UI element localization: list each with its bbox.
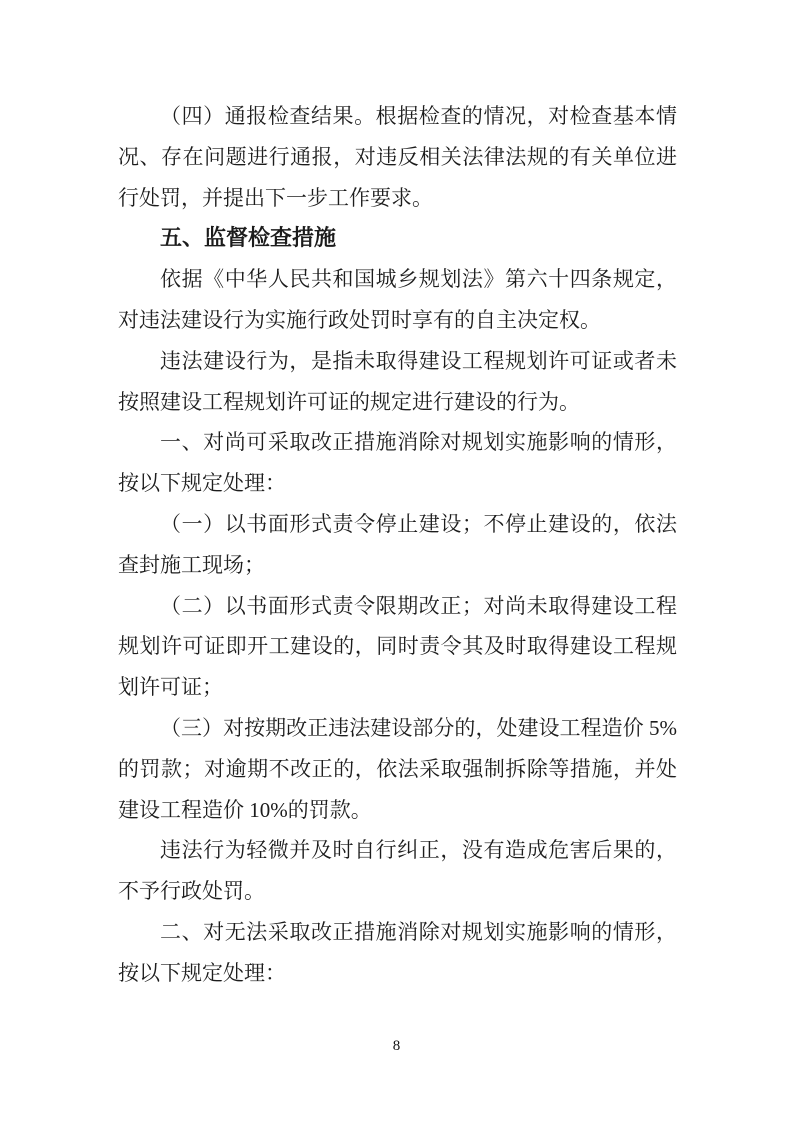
body-text-line: 二、对无法采取改正措施消除对规划实施影响的情形， — [160, 919, 677, 944]
body-text-line: （一）以书面形式责令停止建设；不停止建设的，依法 — [160, 511, 677, 536]
body-text-line: 行处罚，并提出下一步工作要求。 — [118, 185, 433, 210]
body-text-line: 对违法建设行为实施行政处罚时享有的自主决定权。 — [118, 307, 601, 332]
body-text-line: 一、对尚可采取改正措施消除对规划实施影响的情形， — [160, 430, 677, 455]
body-text-line: 划许可证； — [118, 675, 223, 700]
body-text-line: 的罚款；对逾期不改正的，依法采取强制拆除等措施，并处 — [118, 756, 677, 781]
body-text-line: 规划许可证即开工建设的，同时责令其及时取得建设工程规 — [118, 634, 677, 659]
body-text-line: 查封施工现场； — [118, 552, 265, 577]
body-text-line: 按以下规定处理： — [118, 471, 286, 496]
body-text-line: 违法行为轻微并及时自行纠正，没有造成危害后果的， — [160, 838, 677, 863]
section-heading-line: 五、监督检查措施 — [160, 225, 337, 251]
body-text-line: 依据《中华人民共和国城乡规划法》第六十四条规定， — [160, 267, 677, 292]
page-number: 8 — [392, 1038, 401, 1054]
body-text-line: （二）以书面形式责令限期改正；对尚未取得建设工程 — [160, 593, 677, 618]
body-text-line: （四）通报检查结果。根据检查的情况，对检查基本情 — [160, 104, 677, 128]
body-text-line: 按以下规定处理： — [118, 960, 286, 985]
body-text-line: 不予行政处罚。 — [118, 879, 265, 904]
body-text-line: 违法建设行为，是指未取得建设工程规划许可证或者未 — [160, 348, 677, 373]
body-text-line: 按照建设工程规划许可证的规定进行建设的行为。 — [118, 389, 580, 414]
body-text-line: （三）对按期改正违法建设部分的，处建设工程造价 5% — [160, 715, 677, 740]
body-text-line: 况、存在问题进行通报，对违反相关法律法规的有关单位进 — [118, 144, 677, 169]
body-text-line: 建设工程造价 10%的罚款。 — [118, 797, 372, 822]
text-block — [118, 96, 677, 994]
